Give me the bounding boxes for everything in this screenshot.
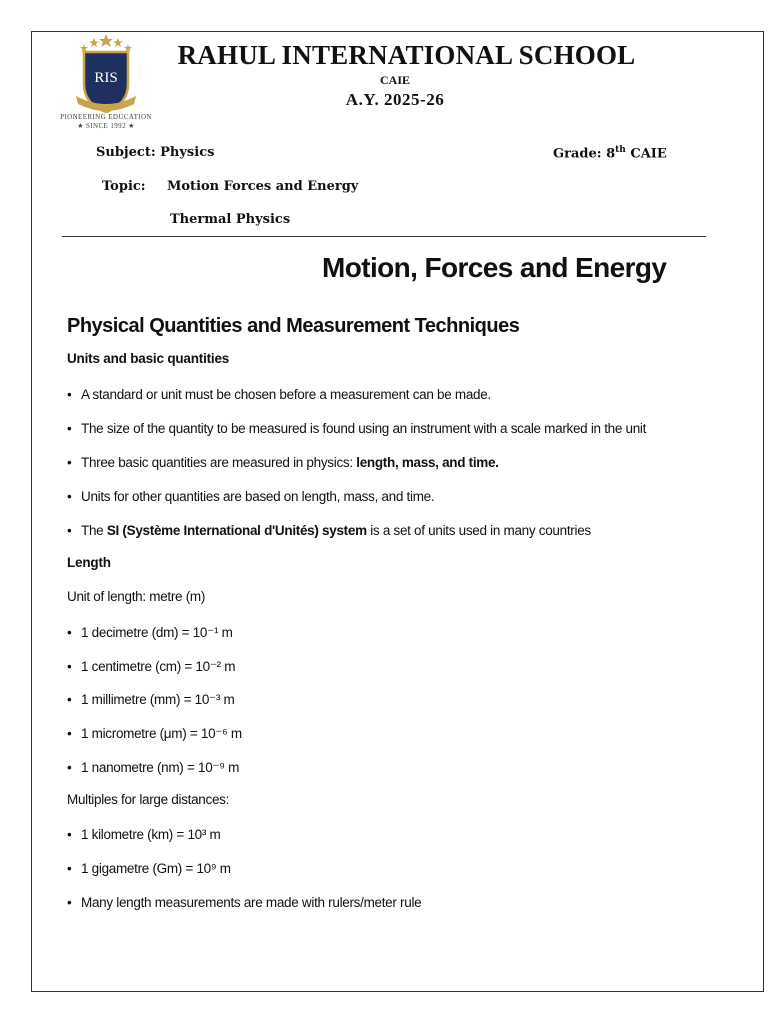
subject-label: Subject:: [96, 145, 156, 160]
units-heading: Units and basic quantities: [67, 351, 230, 366]
bullet-item: • Units for other quantities are based on length, mass, and time.: [67, 489, 435, 504]
header-divider: [62, 236, 706, 237]
multiples-heading: Multiples for large distances:: [67, 792, 230, 807]
school-name: RAHUL INTERNATIONAL SCHOOL: [177, 40, 636, 70]
length-item: • 1 micrometre (μm) = 10⁻⁶ m: [67, 726, 242, 741]
bullet-item: • The size of the quantity to be measured is found using an instrument with a scale marked in the unit: [67, 421, 647, 436]
length-item: • 1 millimetre (mm) = 10⁻³ m: [67, 692, 235, 707]
subject-line: [96, 145, 214, 160]
logo-caption-line-1: PIONEERING EDUCATION: [60, 113, 152, 121]
topic-label: Topic:: [102, 179, 146, 194]
board-label: CAIE: [379, 73, 410, 87]
length-item: • 1 centimetre (cm) = 10⁻² m: [67, 659, 236, 674]
grade-label: Grade:: [553, 146, 602, 162]
logo-text: RIS: [94, 70, 118, 86]
multiple-item: • 1 gigametre (Gm) = 10⁹ m: [67, 861, 231, 876]
document-title: Motion, Forces and Energy: [322, 252, 667, 283]
section-title: Physical Quantities and Measurement Techniques: [67, 315, 520, 337]
crown-stars-icon: [80, 34, 132, 52]
topic-2: Thermal Physics: [170, 212, 291, 227]
logo-caption: [54, 113, 158, 131]
multiple-item: • Many length measurements are made with rulers/meter rule: [67, 895, 422, 910]
length-heading: Length: [67, 555, 111, 570]
topic-1: Motion Forces and Energy: [167, 179, 359, 194]
page-border: [31, 31, 764, 992]
academic-year: A.Y. 2025-26: [345, 90, 445, 109]
bullet-item: • A standard or unit must be chosen before a measurement can be made.: [67, 387, 491, 402]
length-item: • 1 decimetre (dm) = 10⁻¹ m: [67, 625, 233, 640]
logo-caption-line-2: ★ SINCE 1992 ★: [77, 122, 135, 130]
grade-suffix: th: [615, 145, 626, 155]
multiple-item: • 1 kilometre (km) = 10³ m: [67, 827, 221, 842]
grade-number: 8: [606, 146, 616, 162]
length-item: • 1 nanometre (nm) = 10⁻⁹ m: [67, 760, 240, 775]
bullet-item: • The SI (Système International d'Unités) system is a set of units used in many countries: [67, 523, 591, 538]
subject-value: Physics: [160, 145, 215, 160]
bullet-item: • Three basic quantities are measured in physics: length, mass, and time.: [67, 455, 499, 470]
unit-of-length: Unit of length: metre (m): [67, 589, 206, 604]
grade-board: CAIE: [630, 146, 667, 162]
grade-line: [553, 145, 667, 161]
